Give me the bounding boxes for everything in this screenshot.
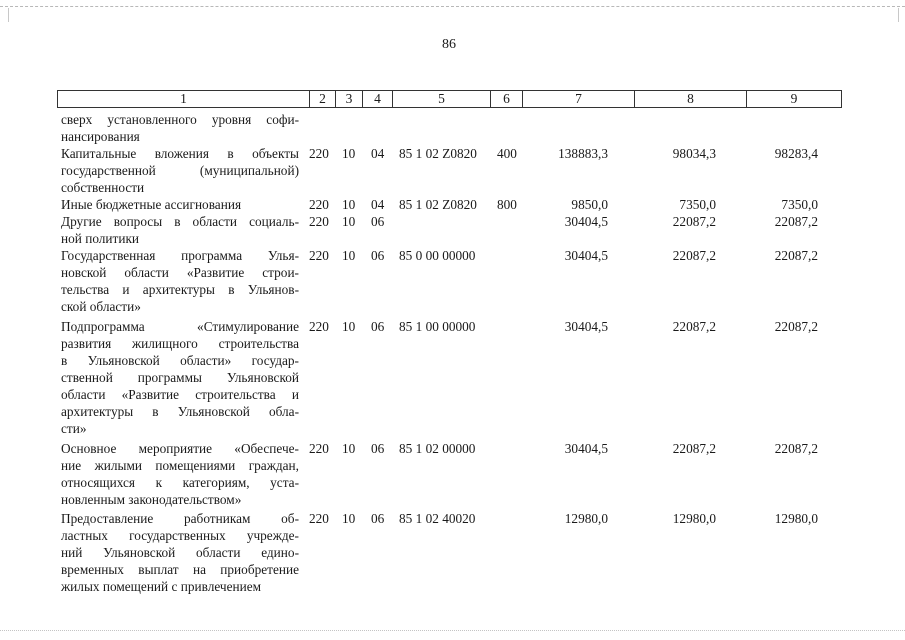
row-description-line: государственной (муниципальной) <box>61 163 299 178</box>
row-description-line: Основное мероприятие «Обеспече- <box>61 441 299 456</box>
cell-c4: 04 <box>371 197 385 212</box>
scan-artifact-left <box>8 8 9 22</box>
cell-c5: 85 0 00 00000 <box>399 248 476 263</box>
row-description-line: ной политики <box>61 231 140 246</box>
page-number: 86 <box>442 37 456 52</box>
cell-c9: 22087,2 <box>774 319 818 334</box>
header-col-7: 7 <box>523 91 635 107</box>
row-description-line: жилых помещений с привлечением <box>61 579 262 594</box>
cell-c3: 10 <box>342 248 356 263</box>
cell-c8: 22087,2 <box>672 214 716 229</box>
cell-c4: 06 <box>371 511 385 526</box>
row-description-line: ственной программы Ульяновской <box>61 370 299 385</box>
cell-c9: 98283,4 <box>774 146 818 161</box>
header-col-3: 3 <box>336 91 363 107</box>
cell-c5: 85 1 02 Z0820 <box>399 197 477 212</box>
cell-c7: 12980,0 <box>564 511 608 526</box>
row-description <box>61 196 299 213</box>
row-description-line: нансирования <box>61 129 140 144</box>
scan-artifact-bottom <box>0 630 905 635</box>
row-description-line: Иные бюджетные ассигнования <box>61 197 242 212</box>
row-description-line: Другие вопросы в области социаль- <box>61 214 299 229</box>
cell-c9: 22087,2 <box>774 441 818 456</box>
cell-c6: 400 <box>497 146 517 161</box>
cell-c9: 22087,2 <box>774 248 818 263</box>
table-header-row <box>57 90 842 108</box>
cell-c4: 04 <box>371 146 385 161</box>
cell-c6: 800 <box>497 197 517 212</box>
row-description <box>61 510 299 595</box>
cell-c2: 220 <box>309 146 329 161</box>
cell-c8: 98034,3 <box>672 146 716 161</box>
scan-artifact-top <box>0 6 905 11</box>
cell-c7: 138883,3 <box>558 146 608 161</box>
cell-c3: 10 <box>342 214 356 229</box>
row-description-line: ской области» <box>61 299 141 314</box>
row-description-line: временных выплат на приобретение <box>61 562 299 577</box>
row-description-line: собственности <box>61 180 145 195</box>
cell-c9: 12980,0 <box>774 511 818 526</box>
row-description <box>61 318 299 437</box>
row-description-line: тельства и архитектуры в Ульянов- <box>61 282 299 297</box>
cell-c8: 22087,2 <box>672 248 716 263</box>
cell-c8: 22087,2 <box>672 441 716 456</box>
cell-c3: 10 <box>342 197 356 212</box>
cell-c2: 220 <box>309 319 329 334</box>
row-description <box>61 213 299 247</box>
scan-artifact-right <box>898 8 899 22</box>
cell-c5: 85 1 00 00000 <box>399 319 476 334</box>
cell-c3: 10 <box>342 319 356 334</box>
cell-c7: 30404,5 <box>564 214 608 229</box>
row-description-line: Государственная программа Улья- <box>61 248 299 263</box>
cell-c2: 220 <box>309 441 329 456</box>
row-description <box>61 440 299 508</box>
cell-c2: 220 <box>309 214 329 229</box>
row-description <box>61 111 299 145</box>
cell-c5: 85 1 02 00000 <box>399 441 476 456</box>
cell-c7: 30404,5 <box>564 441 608 456</box>
cell-c9: 22087,2 <box>774 214 818 229</box>
cell-c4: 06 <box>371 248 385 263</box>
cell-c3: 10 <box>342 146 356 161</box>
cell-c4: 06 <box>371 441 385 456</box>
row-description-line: сти» <box>61 421 87 436</box>
row-description-line: в Ульяновской области» государ- <box>61 353 299 368</box>
cell-c7: 30404,5 <box>564 248 608 263</box>
row-description <box>61 247 299 315</box>
cell-c2: 220 <box>309 248 329 263</box>
cell-c8: 7350,0 <box>679 197 716 212</box>
row-description-line: развития жилищного строительства <box>61 336 299 351</box>
header-col-4: 4 <box>363 91 393 107</box>
header-col-9: 9 <box>790 91 798 106</box>
row-description-line: новской области «Развитие строи- <box>61 265 299 280</box>
row-description <box>61 145 299 196</box>
cell-c5: 85 1 02 Z0820 <box>399 146 477 161</box>
cell-c5: 85 1 02 40020 <box>399 511 476 526</box>
header-col-8: 8 <box>635 91 747 107</box>
cell-c9: 7350,0 <box>781 197 818 212</box>
cell-c4: 06 <box>371 214 385 229</box>
row-description-line: архитектуры в Ульяновской обла- <box>61 404 299 419</box>
row-description-line: Предоставление работникам об- <box>61 511 299 526</box>
cell-c7: 9850,0 <box>571 197 608 212</box>
row-description-line: ластных государственных учрежде- <box>61 528 299 543</box>
row-description-line: области «Развитие строительства и <box>61 387 299 402</box>
row-description-line: Капитальные вложения в объекты <box>61 146 299 161</box>
row-description-line: Подпрограмма «Стимулирование <box>61 319 299 334</box>
header-col-5: 5 <box>393 91 491 107</box>
row-description-line: ний Ульяновской области едино- <box>61 545 299 560</box>
cell-c8: 22087,2 <box>672 319 716 334</box>
cell-c2: 220 <box>309 197 329 212</box>
cell-c2: 220 <box>309 511 329 526</box>
cell-c7: 30404,5 <box>564 319 608 334</box>
row-description-line: новленным законодательством» <box>61 492 242 507</box>
header-col-2: 2 <box>310 91 336 107</box>
row-description-line: относящихся к категориям, уста- <box>61 475 299 490</box>
cell-c3: 10 <box>342 511 356 526</box>
row-description-line: ние жилыми помещениями граждан, <box>61 458 299 473</box>
cell-c3: 10 <box>342 441 356 456</box>
row-description-line: сверх установленного уровня софи- <box>61 112 299 127</box>
cell-c4: 06 <box>371 319 385 334</box>
cell-c8: 12980,0 <box>672 511 716 526</box>
header-col-1: 1 <box>58 91 310 107</box>
header-col-6: 6 <box>491 91 523 107</box>
